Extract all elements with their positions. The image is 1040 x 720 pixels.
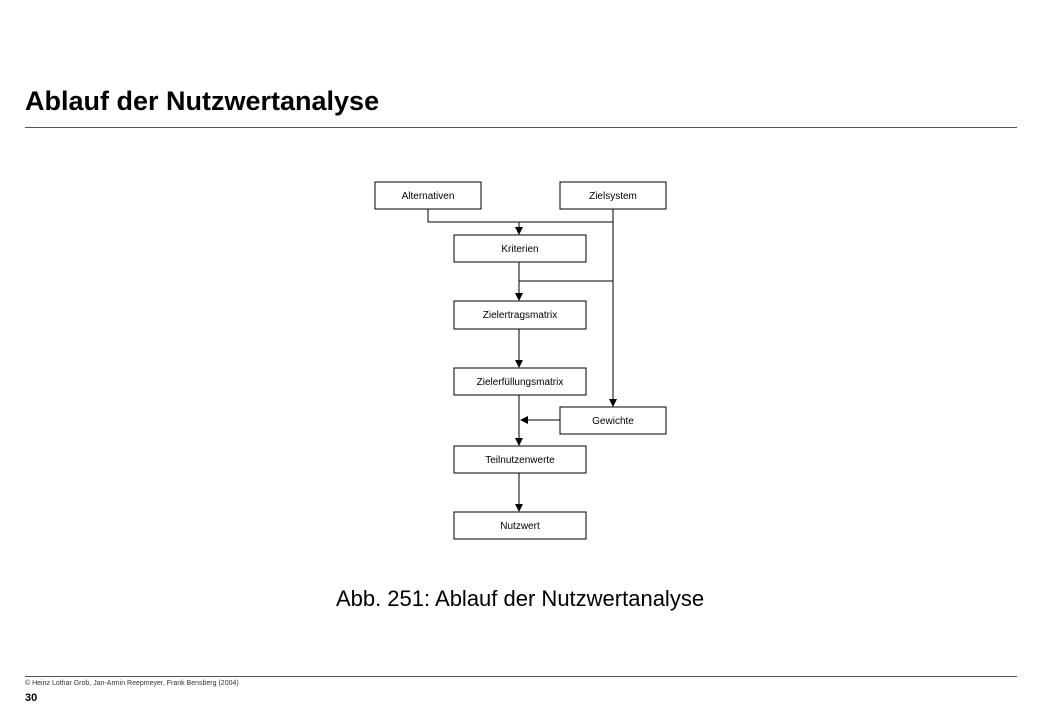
node-zielertragsmatrix (454, 301, 586, 329)
node-zielerfuellungsmatrix (454, 368, 586, 395)
figure-caption: Abb. 251: Ablauf der Nutzwertanalyse (335, 586, 705, 611)
node-teilnutzenwerte-label: Teilnutzenwerte (485, 455, 555, 466)
node-zielertragsmatrix-label: Zielertragsmatrix (482, 310, 558, 321)
footer-divider (25, 676, 1017, 677)
slide-title: Ablauf der Nutzwertanalyse (25, 86, 380, 116)
node-gewichte (560, 407, 666, 434)
node-alternativen-label: Alternativen (401, 191, 455, 202)
node-teilnutzenwerte (454, 446, 586, 473)
copyright-notice: © Heinz Lothar Grob, Jan-Armin Reepmeyer, Frank Bensberg (2004) (25, 680, 239, 687)
node-alternativen (375, 182, 481, 209)
node-zielerfuellungsmatrix-label: Zielerfüllungsmatrix (476, 377, 564, 388)
connector-zielsystem-to-kriterien (519, 209, 613, 222)
node-zielsystem-label: Zielsystem (589, 191, 637, 202)
node-kriterien-label: Kriterien (501, 244, 539, 255)
connector-alternativen-to-kriterien (428, 209, 519, 234)
node-nutzwert-label: Nutzwert (500, 521, 540, 532)
page-number: 30 (25, 692, 38, 704)
node-gewichte-label: Gewichte (592, 416, 634, 427)
node-nutzwert (454, 512, 586, 539)
node-kriterien (454, 235, 586, 262)
node-zielsystem (560, 182, 666, 209)
